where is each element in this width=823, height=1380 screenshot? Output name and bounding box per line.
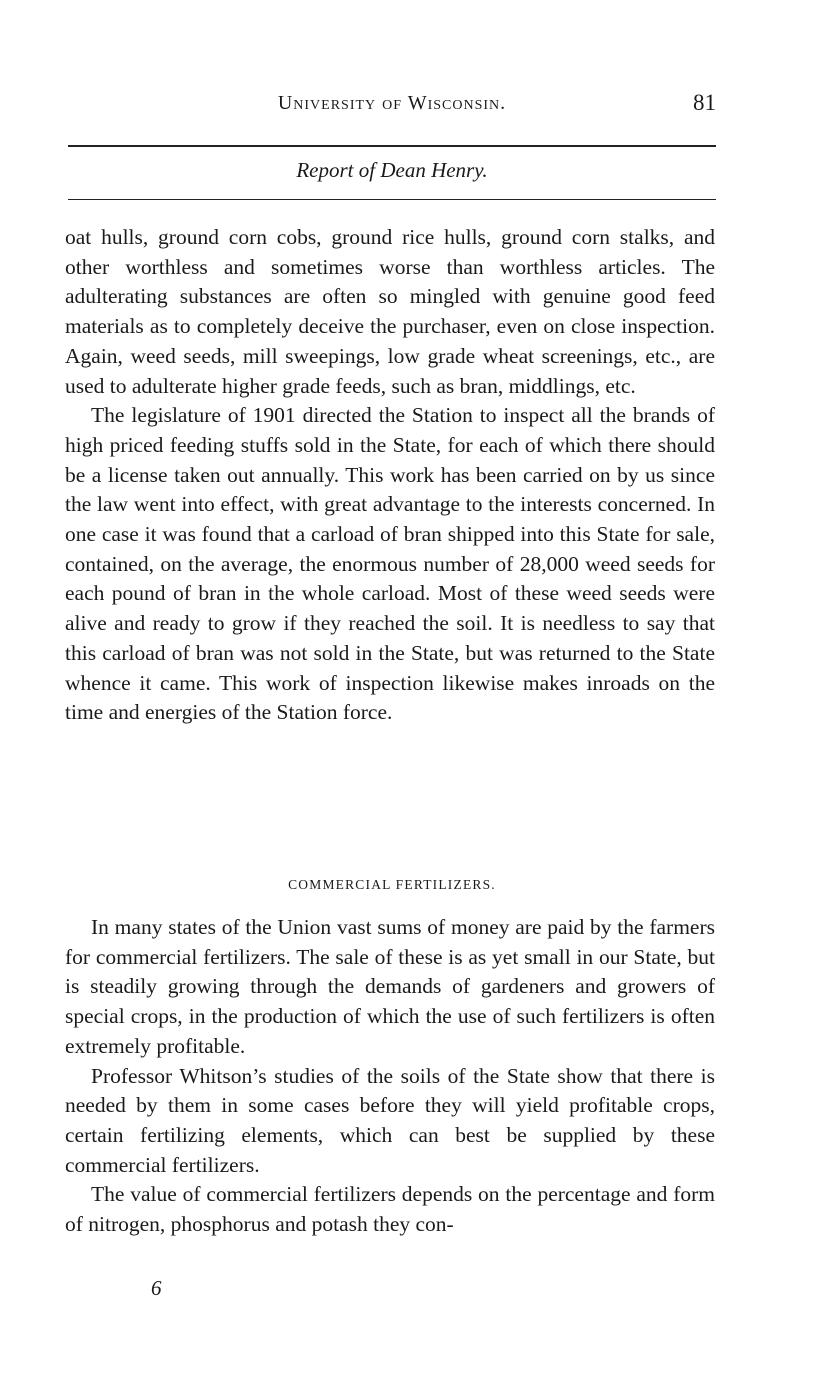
paragraph-whitson: Professor Whitson’s studies of the soils of the State show that there is needed by them in some cases before they will yield profitable crops, certain fertilizing elements, which can best be supplied by these commercial fertilizers. (65, 1063, 715, 1177)
signature-mark: 6 (151, 1276, 162, 1300)
body-text-bottom (65, 913, 715, 1240)
report-subtitle: Report of Dean Henry. (296, 158, 488, 182)
paragraph-continuation: oat hulls, ground corn cobs, ground rice hulls, ground corn stalks, and other worthless and sometimes worse than worthless articles. The adulterating substances are often so mingled with genuine good feed materials as to completely deceive the purchaser, even on close inspection. Again, weed seeds, mill sweepings, low grade wheat screenings, etc., are used to adulterate higher grade feeds, such as bran, middlings, etc. (65, 225, 715, 398)
header-rule-top (68, 145, 716, 147)
paragraph-legislature: The legislature of 1901 directed the Station to inspect all the brands of high priced feeding stuffs sold in the State, for each of which there should be a license taken out annually. This work has been carried on by us since the law went into effect, with great advantage to the interests concerned. In one case it was found that a carload of bran shipped into this State for sale, contained, on the average, the enormous number of 28,000 weed seeds for each pound of bran in the whole carload. Most of these weed seeds were alive and ready to grow if they reached the soil. It is needless to say that this carload of bran was not sold in the State, but was returned to the State whence it came. This work of inspection likewise makes inroads on the time and energies of the Station force. (65, 403, 715, 725)
page-number: 81 (693, 90, 716, 115)
section-heading: COMMERCIAL FERTILIZERS. (288, 877, 496, 892)
paragraph-value: The value of commercial fertilizers depends on the percentage and form of nitrogen, phosphorus and potash they con- (65, 1182, 715, 1237)
header-rule-bottom (68, 199, 716, 200)
running-head (68, 92, 716, 124)
paragraph-fertilizers: In many states of the Union vast sums of money are paid by the farmers for commercial fertilizers. The sale of these is as yet small in our State, but is steadily growing through the demands of gardeners and growers of special crops, in the production of which the use of such fertilizers is often extremely profitable. (65, 915, 715, 1058)
body-text-top (65, 223, 715, 728)
running-title: University of Wisconsin. (277, 92, 507, 114)
